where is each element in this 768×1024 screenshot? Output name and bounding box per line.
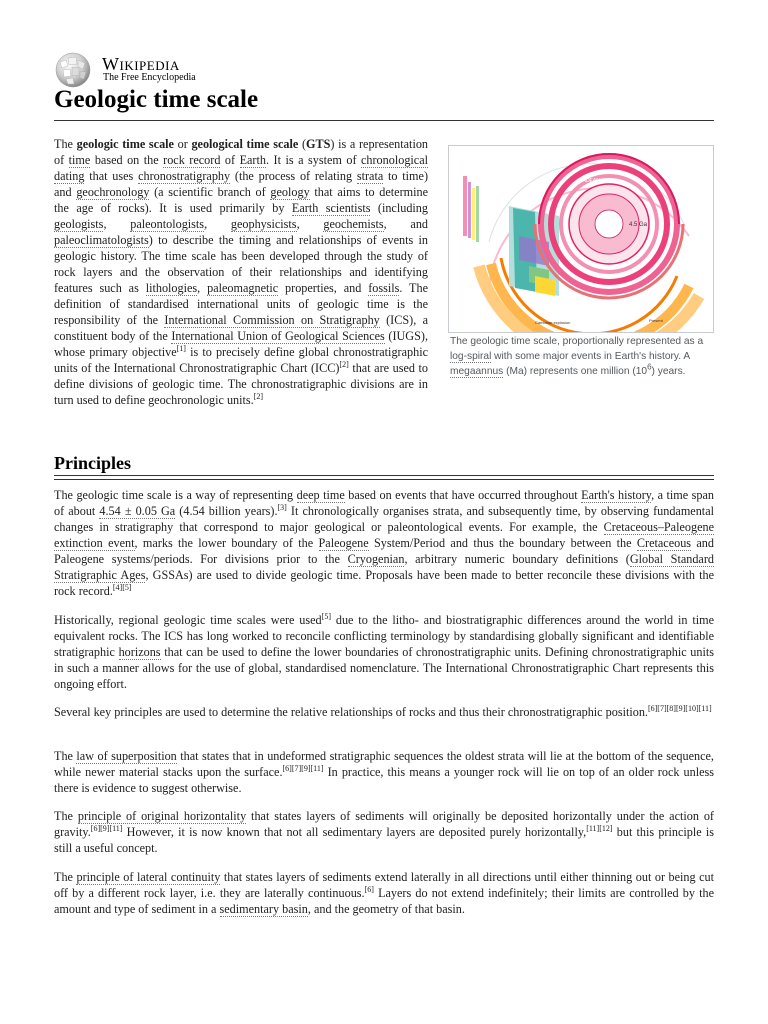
principles-paragraph-6: The principle of lateral continuity that states layers of sediments extend laterally in all directions until either thinning out or being cut off by a different rock layer, i.e. they are laterally continuous.[6] Layers do not extend indefinitely; their limits are controlled by the amount and type of sediment in a sedimentary basin, and the geometry of that basin. bbox=[54, 870, 715, 916]
link-paleogene[interactable]: Paleogene bbox=[318, 536, 369, 550]
link-ics[interactable]: International Commission on Stratigraphy bbox=[164, 313, 380, 327]
site-header bbox=[54, 52, 354, 88]
section-divider bbox=[54, 479, 714, 480]
principles-paragraph-5: The principle of original horizontality that states layers of sediments will originally be deposited horizontally under the action of gravity.[6][9][11] However, it is now known that not all sedimentary layers are deposited purely horizontally,[11][12] but this principle is still a useful concept. bbox=[54, 809, 714, 855]
link-chronostratigraphy[interactable]: chronostratigraphy bbox=[138, 169, 231, 183]
citation-ref[interactable]: [5] bbox=[321, 611, 331, 621]
citation-ref[interactable]: [11][12] bbox=[586, 823, 613, 833]
page-title: Geologic time scale bbox=[54, 86, 259, 113]
link-earth[interactable]: Earth bbox=[239, 153, 266, 167]
principles-paragraph-4: The law of superposition that states that in undeformed stratigraphic sequences the oldest strata will lie at the bottom of the sequence, while newer material stacks upon the surface.[6][7][9][11] In practice, this means a younger rock will lie on top of an older rock unless there is evidence to suggest otherwise. bbox=[54, 749, 714, 795]
figure-small-label: Present bbox=[649, 318, 663, 323]
link-law-of-superposition[interactable]: law of superposition bbox=[76, 749, 177, 763]
citation-ref[interactable]: [6][7][9][11] bbox=[282, 763, 324, 773]
link-megaannus[interactable]: megaannus bbox=[450, 366, 504, 377]
wikipedia-wordmark[interactable]: Wikipedia bbox=[102, 54, 180, 74]
citation-ref[interactable]: [6][9][11] bbox=[90, 823, 123, 833]
link-geochronology[interactable]: geochronology bbox=[76, 185, 150, 199]
citation-ref[interactable]: [3] bbox=[277, 502, 287, 512]
link-log-spiral[interactable]: log-spiral bbox=[450, 351, 492, 362]
principles-paragraph-2: Historically, regional geologic time scales were used[5] due to the litho- and biostratigraphic differences around the world in time equivalent rocks. The ICS has long worked to reconcile conflicting terminology by standardising globally significant and identifiable stratigraphic horizons that can be used to define the lower boundaries of chronostratigraphic units. Defining chronostratigraphic units in such a manner allows for the use of global, standardised nomenclature. The International Chronostratigraphic Chart represents this ongoing effort. bbox=[54, 611, 714, 691]
citation-ref[interactable]: [6] bbox=[364, 884, 374, 894]
citation-ref[interactable]: [6][7][8][9][10][11] bbox=[647, 703, 712, 713]
spiral-timescale-image bbox=[449, 146, 713, 332]
link-time[interactable]: time bbox=[68, 153, 91, 167]
citation-ref[interactable]: [2] bbox=[253, 391, 264, 401]
citation-ref[interactable]: [1] bbox=[176, 343, 186, 353]
link-paleoclimatologists[interactable]: paleoclimatologists bbox=[54, 233, 149, 247]
wikipedia-tagline: The Free Encyclopedia bbox=[103, 72, 196, 83]
wikipedia-globe-logo[interactable] bbox=[54, 52, 92, 88]
link-earth-scientists[interactable]: Earth scientists bbox=[291, 201, 371, 215]
figure-caption: The geologic time scale, proportionally represented as a log-spiral with some major events in Earth's history. A megaannus (Ma) represents one million $(10^6)$ years. bbox=[450, 336, 704, 377]
link-paleomagnetic[interactable]: paleomagnetic bbox=[207, 281, 279, 295]
title-divider bbox=[54, 120, 714, 121]
spiral-timescale-figure[interactable] bbox=[448, 145, 714, 333]
link-original-horizontality[interactable]: principle of original horizontality bbox=[77, 809, 247, 823]
link-earths-history[interactable]: Earth's history bbox=[581, 488, 652, 502]
link-lithologies[interactable]: lithologies bbox=[145, 281, 198, 295]
section-heading-principles: Principles bbox=[54, 453, 131, 473]
figure-ring-label: HADEAN bbox=[579, 178, 600, 184]
link-fossils[interactable]: fossils bbox=[368, 281, 400, 295]
link-rock-record[interactable]: rock record bbox=[163, 153, 221, 167]
link-age-of-earth[interactable]: 4.54 ± 0.05 Ga bbox=[99, 504, 176, 518]
section-divider bbox=[54, 475, 714, 476]
link-cretaceous[interactable]: Cretaceous bbox=[636, 536, 692, 550]
link-strata[interactable]: strata bbox=[356, 169, 384, 183]
citation-ref[interactable]: [2] bbox=[339, 359, 349, 369]
link-iugs[interactable]: International Union of Geological Sciences bbox=[171, 329, 385, 343]
link-kpg-extinction[interactable]: Cretaceous–Paleogene extinction event bbox=[54, 520, 714, 550]
link-gssa[interactable]: Global Standard Stratigraphic Ages bbox=[54, 552, 714, 582]
link-geology[interactable]: geology bbox=[270, 185, 310, 199]
link-chronological-dating[interactable]: chronological dating bbox=[54, 153, 429, 183]
link-geochemists[interactable]: geochemists bbox=[323, 217, 384, 231]
link-deep-time[interactable]: deep time bbox=[296, 488, 345, 502]
citation-ref[interactable]: [4][5] bbox=[112, 582, 132, 592]
figure-small-label: Cambrian explosion bbox=[535, 320, 571, 325]
link-lateral-continuity[interactable]: principle of lateral continuity bbox=[76, 870, 221, 884]
link-paleontologists[interactable]: paleontologists bbox=[130, 217, 205, 231]
link-geophysicists[interactable]: geophysicists bbox=[230, 217, 297, 231]
principles-paragraph-3: Several key principles are used to determine the relative relationships of rocks and thus their chronostratigraphic position.[6][7][8][9][10][11] bbox=[54, 703, 712, 719]
intro-paragraph: The geologic time scale or geological time scale (GTS) is a representation of time based on the rock record of Earth. It is a system of chronological dating that uses chronostratigraphy (the process of relating strata to time) and geochronology (a scientific branch of geology that aims to determine the age of rocks). It is used primarily by Earth scientists (including geologists, paleontologists, geophysicists, geochemists, and paleoclimatologists) to describe the timing and relationships of events in geologic history. The time scale has been developed through the study of rock layers and the observation of their relationships and identifying features such as lithologies, paleomagnetic properties, and fossils. The definition of standardised international units of geologic time is the responsibility of the International Commission on Stratigraphy (ICS), a constituent body of the International Union of Geological Sciences (IUGS), whose primary objective[1] is to precisely define global chronostratigraphic units of the International Chronostratigraphic Chart (ICC)[2] that are used to define divisions of geologic time. The chronostratigraphic divisions are in turn used to define geochronologic units.[2] bbox=[54, 137, 429, 407]
link-sedimentary-basin[interactable]: sedimentary basin bbox=[219, 902, 308, 916]
link-geologists[interactable]: geologists bbox=[54, 217, 104, 231]
link-cryogenian[interactable]: Cryogenian bbox=[347, 552, 405, 566]
principles-paragraph-1: The geologic time scale is a way of representing deep time based on events that have occurred throughout Earth's history, a time span of about 4.54 ± 0.05 Ga (4.54 billion years).[3] It chronologically organises strata, and subsequently time, by observing fundamental changes in stratigraphy that correspond to major geological or paleontological events. For example, the Cretaceous–Paleogene extinction event, marks the lower boundary of the Paleogene System/Period and thus the boundary between the Cretaceous and Paleogene systems/periods. For divisions prior to the Cryogenian, arbitrary numeric boundary definitions (Global Standard Stratigraphic Ages, GSSAs) are used to divide geologic time. Proposals have been made to better reconcile these divisions with the rock record.[4][5] bbox=[54, 488, 714, 598]
figure-inner-label: 4.5 Ga bbox=[629, 222, 648, 228]
link-horizons[interactable]: horizons bbox=[118, 645, 161, 659]
